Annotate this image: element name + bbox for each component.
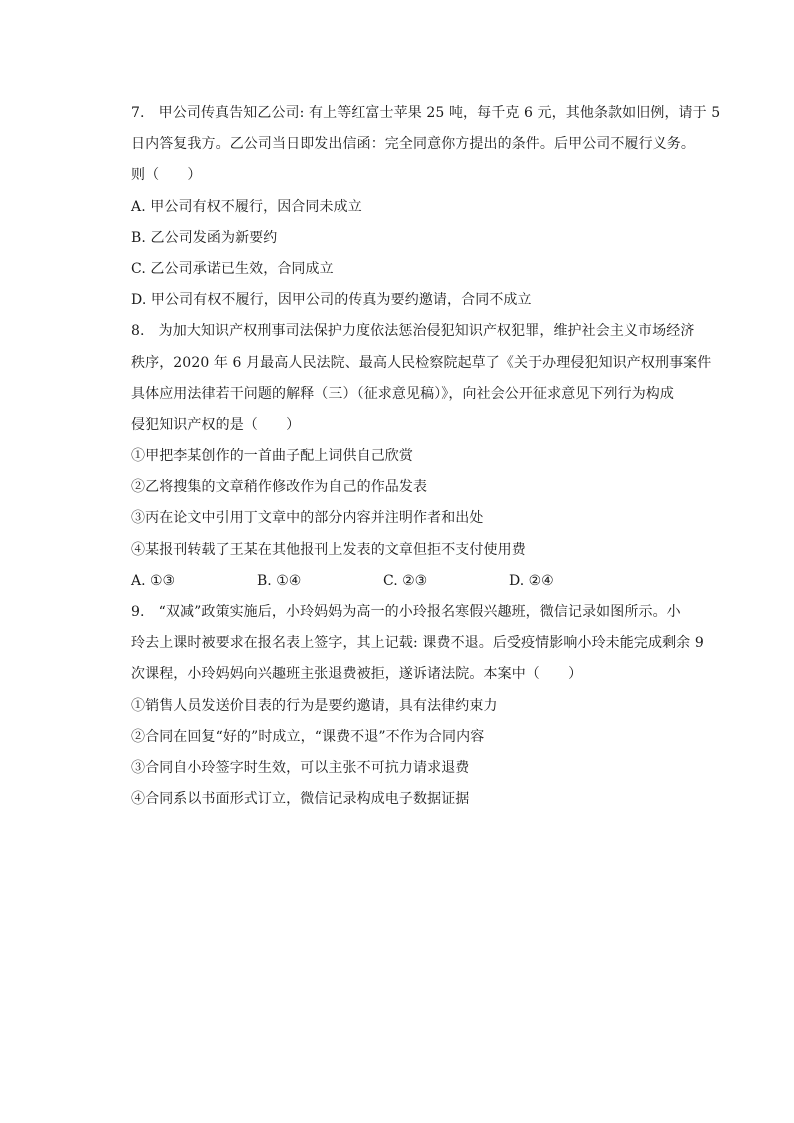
question-8-stem-line-4: 侵犯知识产权的是（ ）	[131, 416, 301, 433]
question-8-item-3: ③丙在论文中引用丁文章中的部分内容并注明作者和出处	[131, 510, 484, 527]
question-8-options	[131, 566, 691, 597]
question-8-stem-line-1: 8. 为加大知识产权刑事司法保护力度依法惩治侵犯知识产权犯罪，维护社会主义市场经济	[131, 323, 695, 340]
question-7-option-c: C. 乙公司承诺已生效，合同成立	[131, 260, 334, 277]
question-9-stem-line-3: 次课程，小玲妈妈向兴趣班主张退费被拒，遂诉诸法院。本案中（ ）	[131, 666, 583, 683]
question-7-stem-line-2: 日内答复我方。乙公司当日即发出信函：完全同意你方提出的条件。后甲公司不履行义务。	[131, 136, 695, 153]
question-7-option-a: A. 甲公司有权不履行，因合同未成立	[131, 198, 362, 215]
question-8-item-1: ①甲把李某创作的一首曲子配上词供自己欣赏	[131, 448, 413, 465]
question-9	[131, 597, 704, 815]
question-7-stem-line-1: 7. 甲公司传真告知乙公司: 有上等红富士苹果 25 吨，每千克 6 元，其他条款如旧例，请于 5	[131, 105, 721, 121]
question-content	[131, 98, 721, 815]
question-7-option-b: B. 乙公司发函为新要约	[131, 229, 278, 246]
question-9-stem-line-1: 9. “双减”政策实施后，小玲妈妈为高一的小玲报名寒假兴趣班，微信记录如图所示。小	[131, 604, 681, 620]
question-7-option-d: D. 甲公司有权不履行，因甲公司的传真为要约邀请，合同不成立	[131, 292, 532, 309]
question-8-stem-line-3: 具体应用法律若干问题的解释（三）（征求意见稿）》，向社会公开征求意见下列行为构成	[131, 385, 674, 402]
question-7-stem-line-3: 则（ ）	[131, 167, 202, 184]
question-8	[131, 316, 712, 597]
question-8-option-c: C. ②③	[383, 572, 428, 589]
question-8-item-2: ②乙将搜集的文章稍作修改作为自己的作品发表	[131, 479, 428, 496]
question-7	[131, 98, 721, 316]
question-9-item-3: ③合同自小玲签字时生效，可以主张不可抗力请求退费	[131, 759, 470, 776]
question-8-stem-line-2: 秩序，2020 年 6 月最高人民法院、最高人民检察院起草了《关于办理侵犯知识产权刑事案件	[131, 354, 712, 371]
question-9-stem-line-2: 玲去上课时被要求在报名表上签字，其上记载: 课费不退。后受疫情影响小玲未能完成剩余 9	[131, 635, 704, 652]
question-8-item-4: ④某报刊转载了王某在其他报刊上发表的文章但拒不支付使用费	[131, 541, 526, 558]
question-9-item-1: ①销售人员发送价目表的行为是要约邀请，具有法律约束力	[131, 697, 498, 714]
question-8-option-d: D. ②④	[509, 572, 554, 589]
question-8-option-a: A. ①③	[131, 572, 176, 589]
question-9-item-2: ②合同在回复“好的”时成立，“课费不退”不作为合同内容	[131, 728, 485, 745]
question-8-option-b: B. ①④	[257, 572, 302, 589]
question-9-item-4: ④合同系以书面形式订立，微信记录构成电子数据证据	[131, 791, 470, 808]
